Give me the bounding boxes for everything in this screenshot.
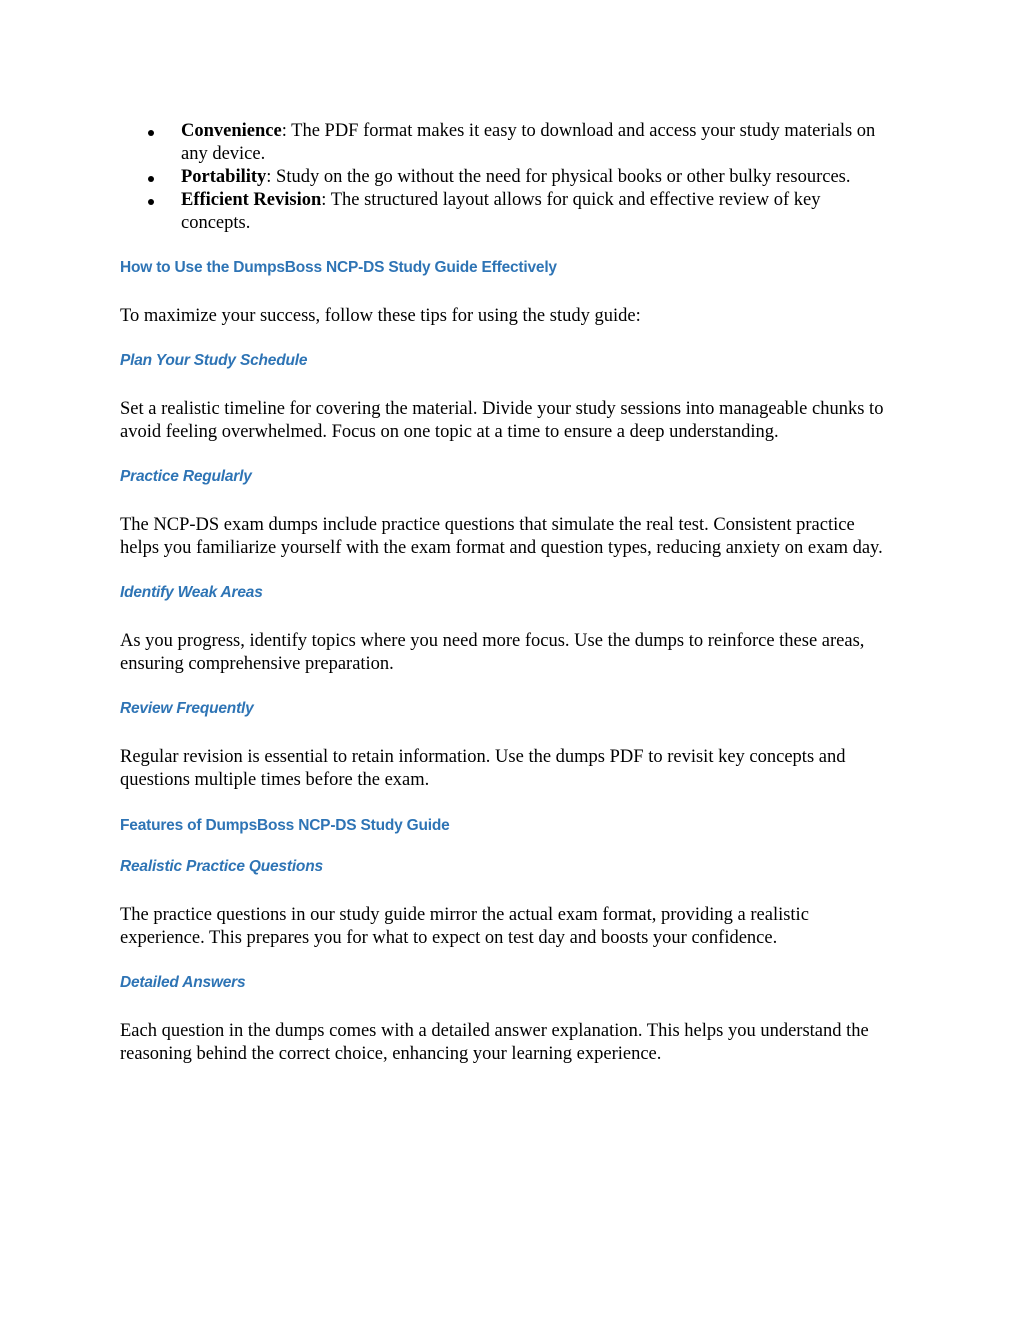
section-heading: Features of DumpsBoss NCP-DS Study Guide: [120, 817, 450, 834]
bullet-term: Portability: [181, 167, 267, 187]
paragraph: The practice questions in our study guide mirror the actual exam format, providing a realistic experience. This prepares you for what to expect on test day and boosts your confidence.: [120, 905, 809, 948]
bullet-text: : Study on the go without the need for physical books or other bulky resources.: [266, 167, 851, 187]
paragraph: The NCP-DS exam dumps include practice questions that simulate the real test. Consistent practice helps you familiarize yourself with the exam format and question types, reducing anxiety on exam day.: [120, 515, 883, 558]
list-item: [120, 120, 890, 166]
paragraph: As you progress, identify topics where you need more focus. Use the dumps to reinforce these areas, ensuring comprehensive preparation.: [120, 631, 865, 674]
bullet-icon: [148, 199, 154, 205]
paragraph: Regular revision is essential to retain information. Use the dumps PDF to revisit key concepts and questions multiple times before the exam.: [120, 747, 846, 790]
subsection-heading: Detailed Answers: [120, 974, 246, 991]
paragraph: Set a realistic timeline for covering the material. Divide your study sessions into manageable chunks to avoid feeling overwhelmed. Focus on one topic at a time to ensure a deep understanding.: [120, 399, 884, 442]
section-heading: How to Use the DumpsBoss NCP-DS Study Guide Effectively: [120, 259, 557, 276]
bullet-term: Convenience: [181, 121, 282, 141]
bullet-icon: [148, 176, 154, 182]
bullet-text: : The PDF format makes it easy to download and access your study materials on any device.: [181, 121, 876, 164]
subsection-heading: Review Frequently: [120, 700, 254, 717]
subsection-heading: Realistic Practice Questions: [120, 858, 323, 875]
section-intro: To maximize your success, follow these tips for using the study guide:: [120, 306, 641, 326]
bullet-term: Efficient Revision: [181, 190, 322, 210]
subsection-heading: Identify Weak Areas: [120, 584, 263, 601]
subsection-heading: Plan Your Study Schedule: [120, 352, 308, 369]
list-item: [120, 189, 890, 235]
subsection-heading: Practice Regularly: [120, 468, 252, 485]
bullet-icon: [148, 130, 154, 136]
list-item: [120, 166, 890, 189]
bullet-text: : The structured layout allows for quick and effective review of key concepts.: [181, 190, 821, 233]
benefits-list: [120, 120, 890, 235]
page-content: [120, 120, 890, 1066]
paragraph: Each question in the dumps comes with a detailed answer explanation. This helps you understand the reasoning behind the correct choice, enhancing your learning experience.: [120, 1021, 869, 1064]
